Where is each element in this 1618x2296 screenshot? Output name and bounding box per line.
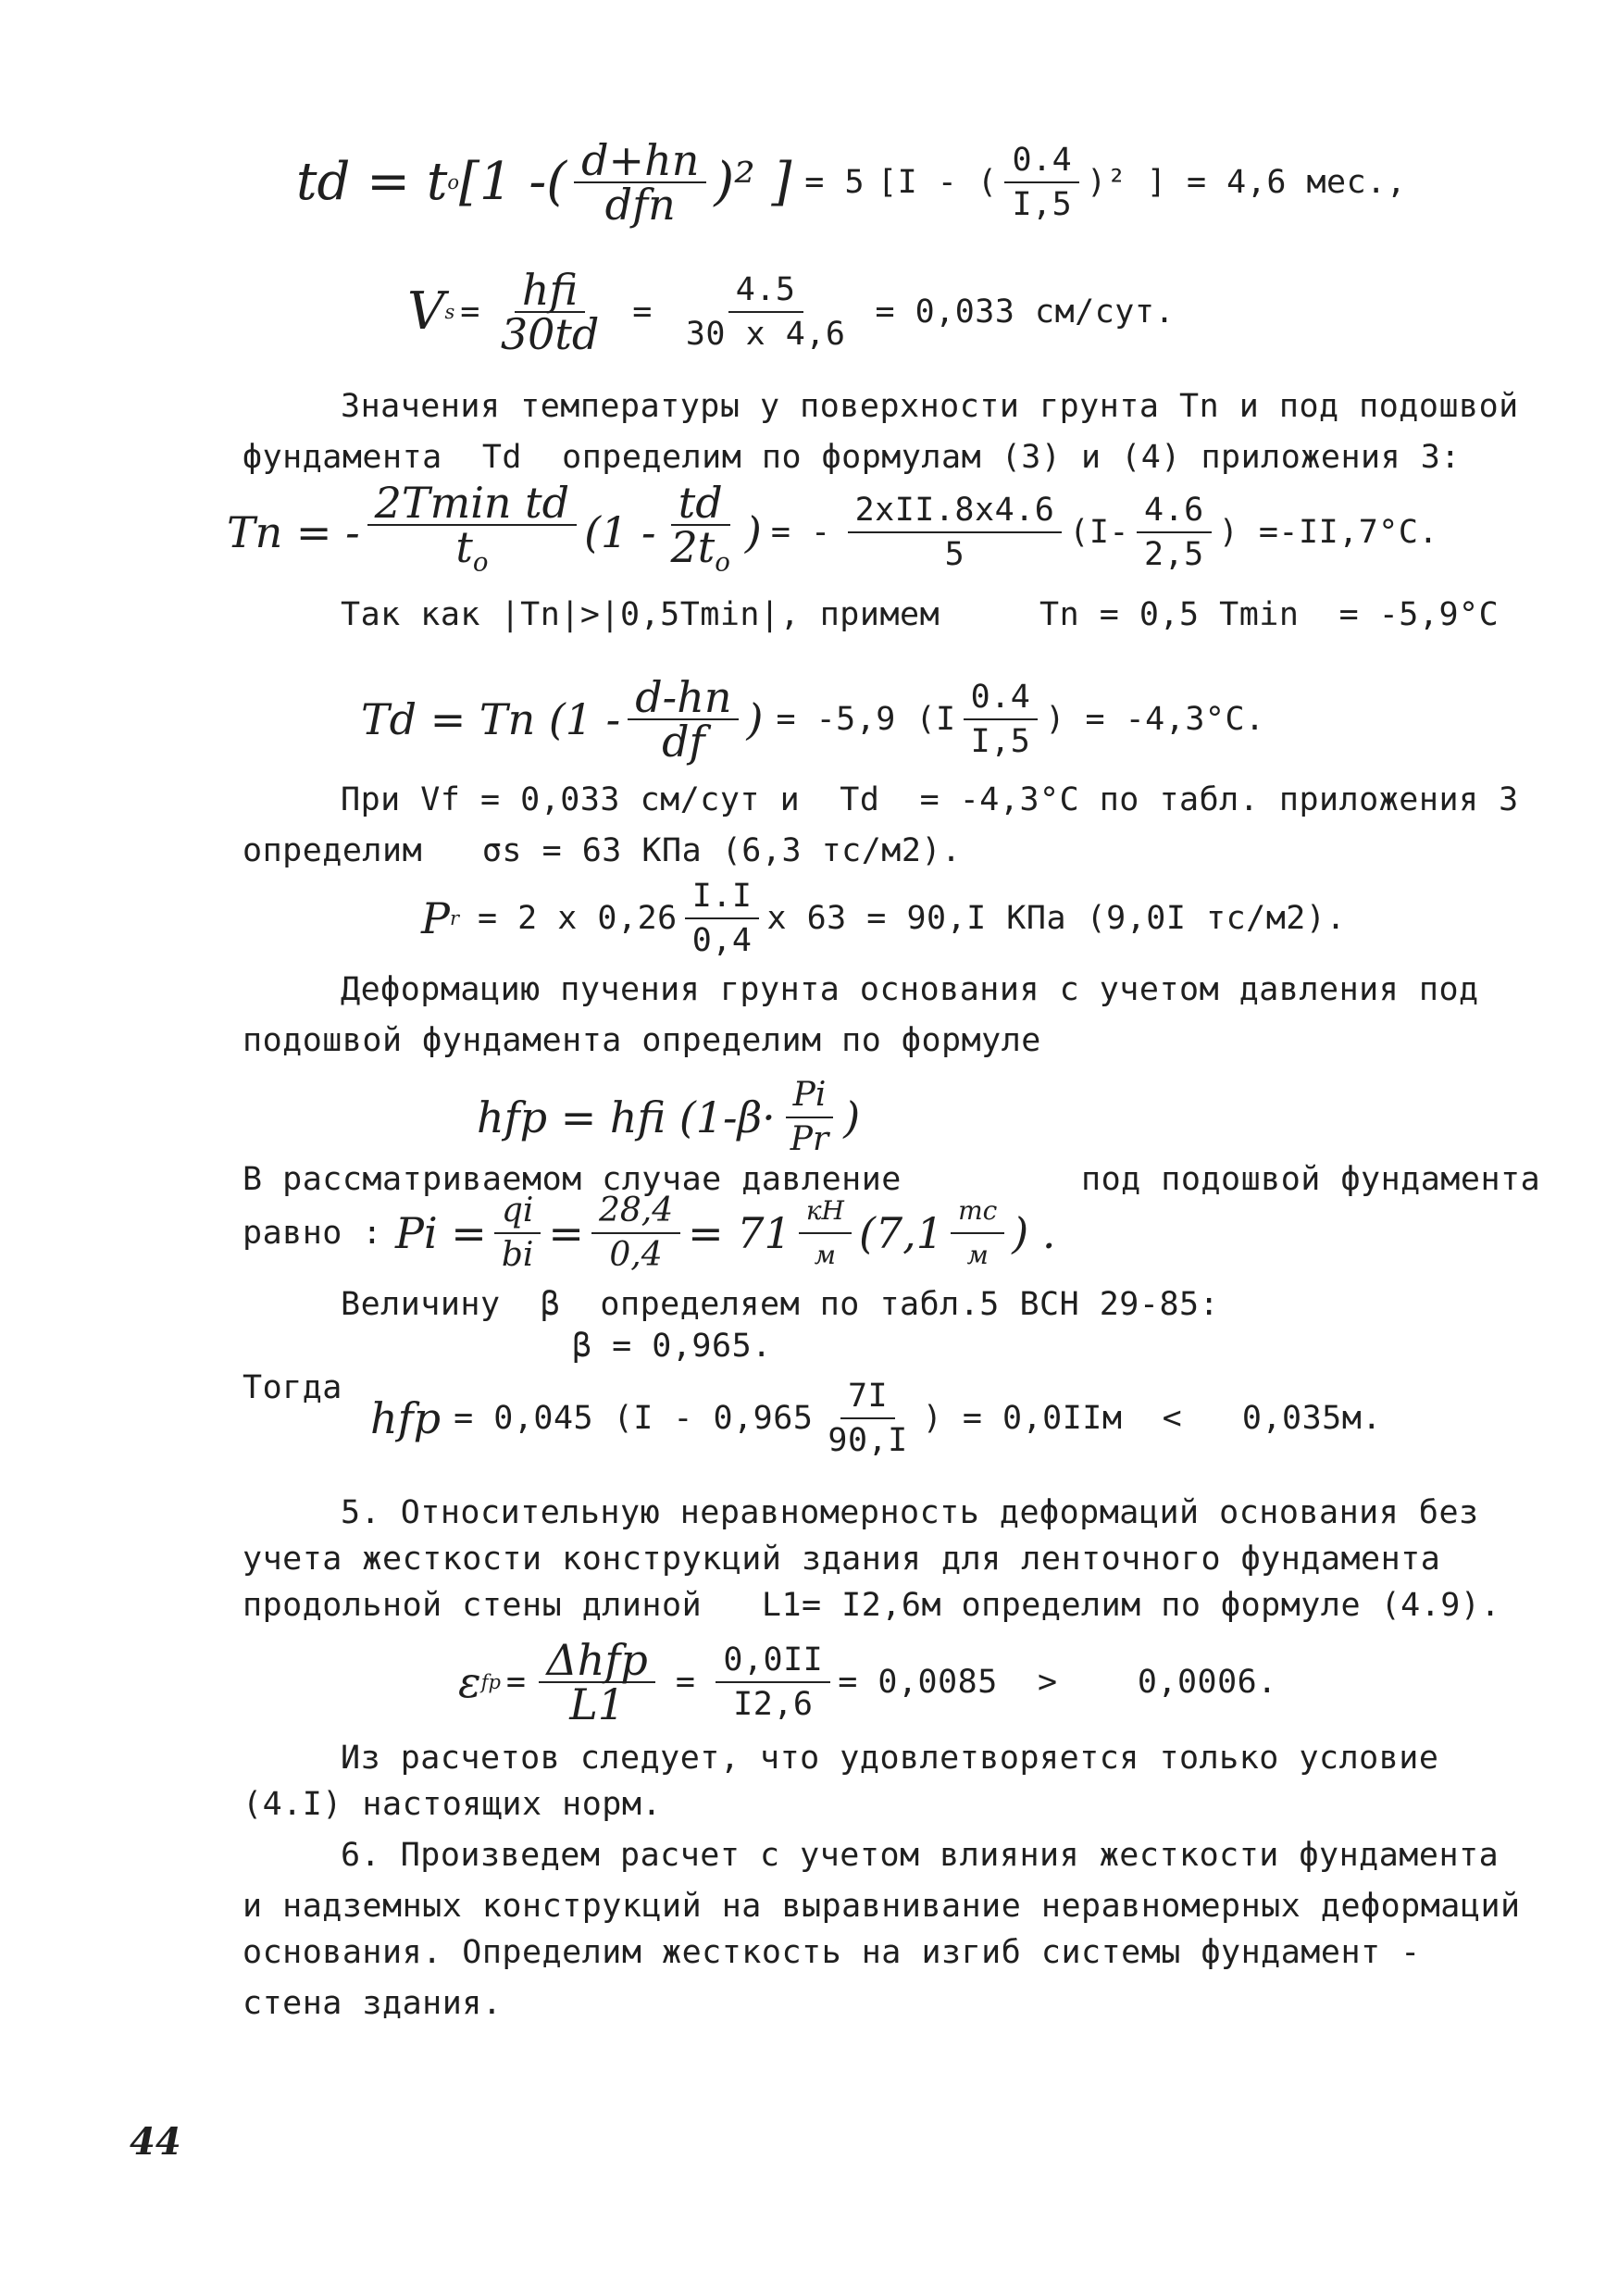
formula-pi-fraction2: $\frac{28,4}{0,4}$: [591, 1190, 680, 1277]
formula-efp-lhs-sub: fp: [480, 1671, 501, 1693]
formula-tn-inner-fraction: $\frac{td}{2t_o}$: [670, 478, 730, 578]
paragraph-stiffness-l3: основания. Определим жесткость на изгиб системы фундамент -: [243, 1934, 1421, 1971]
formula-pi-mid: = 71: [688, 1208, 791, 1258]
pressure-equals-label: равно :: [243, 1215, 383, 1252]
formula-vs-lhs: V: [407, 281, 445, 342]
formula-td2-typed-fraction: $\frac{0.4}{I,5}$: [964, 676, 1039, 763]
formula-pi-eq: =: [548, 1208, 584, 1258]
paragraph-stiffness-l2: и надземных конструкций на выравнивание неравномерных деформаций: [243, 1888, 1521, 1925]
formula-efp-lhs: ε: [458, 1657, 481, 1707]
formula-td-typed-fraction: $\frac{0.4}{I,5}$: [1004, 139, 1079, 226]
formula-efp-typed-fraction: $\frac{0,0II}{I2,6}$: [716, 1639, 830, 1726]
formula-pi-lhs: Pi =: [395, 1208, 487, 1258]
formula-hfp-result-fraction: $\frac{7I}{90,I}$: [820, 1375, 915, 1462]
formula-efp: [458, 1635, 1277, 1729]
formula-td-close: )² ]: [714, 152, 792, 212]
formula-td2: [361, 672, 1265, 767]
formula-td2-typed-open: = -5,9 (I: [776, 701, 956, 738]
formula-tn-close: ): [744, 507, 762, 558]
formula-pi-fraction3: $\frac{кН}{м}$: [799, 1190, 852, 1277]
paragraph-deformation-l2: подошвой фундамента определим по формуле: [243, 1022, 1041, 1059]
paragraph-pressure-l1: В рассматриваемом случае давление под подошвой фундамента: [243, 1161, 1541, 1198]
paragraph-then: Тогда: [243, 1369, 342, 1406]
formula-vs-eq2: =: [632, 293, 653, 331]
formula-tn-typed-fraction2: $\frac{4.6}{2,5}$: [1137, 489, 1212, 576]
paragraph-since: Так как |Tn|>|0,5Tmin|, примем Tn = 0,5 Tmin = -5,9°C: [341, 596, 1500, 633]
paragraph-at-vf-l2: определим σs = 63 КПа (6,3 тс/м2).: [243, 832, 962, 869]
formula-td-result: )² ] = 4,6 мес.,: [1087, 164, 1407, 201]
formula-tn-typed-open: (I-: [1069, 514, 1129, 552]
formula-td2-fraction: $\frac{d-hn}{df}$: [628, 676, 739, 763]
formula-efp-result: = 0,0085 > 0,0006.: [838, 1664, 1277, 1701]
paragraph-temperature-l1: Значения температуры у поверхности грунта Tn и под подошвой: [341, 388, 1519, 425]
formula-pi-close: ) .: [1012, 1208, 1056, 1258]
formula-hfp-result: [370, 1375, 1382, 1462]
formula-tn-open: (1 -: [584, 507, 656, 558]
formula-hfp-result-lhs: hfp: [370, 1393, 442, 1443]
formula-td: [296, 135, 1407, 230]
formula-td2-lhs: Td = Tn (1 -: [361, 694, 621, 744]
paragraph-deformation-l1: Деформацию пучения грунта основания с учетом давления под: [341, 971, 1479, 1008]
formula-pr-result: x 63 = 90,I КПа (9,0I тс/м2).: [766, 900, 1347, 937]
formula-td-eq: = 5: [804, 164, 865, 201]
formula-vs-fraction: $\frac{\text{hfi}}{30td}$: [500, 265, 600, 359]
formula-td2-result: ) = -4,3°C.: [1045, 701, 1265, 738]
formula-pi-open: (7,1: [858, 1208, 944, 1258]
formula-hfp: [477, 1074, 860, 1161]
formula-td-typed-open: [I - (: [877, 164, 998, 201]
formula-hfp-fraction: $\frac{Pi}{Pr}$: [783, 1074, 836, 1161]
formula-vs-lhs-sub: s: [444, 301, 455, 323]
formula-td-lhs-sub: o: [447, 171, 460, 193]
formula-td-lhs: td = t: [296, 152, 448, 212]
paragraph-relative-l1: 5. Относительную неравномерность деформаций основания без: [341, 1494, 1479, 1531]
formula-hfp-result-tail: ) = 0,0IIм < 0,035м.: [922, 1400, 1382, 1437]
formula-vs-eq1: =: [460, 293, 480, 331]
formula-hfp-result-mid: = 0,045 (I - 0,965: [454, 1400, 814, 1437]
paragraph-at-vf-l1: При Vf = 0,033 см/сут и Td = -4,3°C по табл. приложения 3: [341, 781, 1519, 818]
formula-efp-eq1: =: [505, 1664, 527, 1701]
formula-pr-mid: = 2 x 0,26: [478, 900, 678, 937]
formula-pr-fraction: $\frac{I.I}{0,4}$: [685, 875, 760, 962]
formula-vs-typed-fraction: $\frac{4.5}{30 x 4,6}$: [678, 268, 853, 356]
paragraph-pressure-l2: [243, 1190, 1056, 1277]
formula-pr: [421, 875, 1346, 962]
formula-pi-fraction1: $\frac{qi}{bi}$: [494, 1190, 541, 1277]
paragraph-relative-l2: учета жесткости конструкций здания для ленточного фундамента: [243, 1541, 1441, 1578]
paragraph-conclusion-l2: (4.I) настоящих норм.: [243, 1786, 663, 1823]
formula-tn: [227, 478, 1439, 584]
formula-pr-lhs-sub: r: [449, 907, 459, 930]
paragraph-temperature-l2: фундамента Td определим по формулам (3) и (4) приложения 3:: [243, 439, 1461, 476]
formula-tn-lhs: Tn = -: [227, 507, 360, 558]
formula-efp-eq2: =: [675, 1664, 696, 1701]
formula-tn-eq: = -: [770, 514, 831, 552]
formula-td-open: [1 -(: [459, 152, 567, 212]
paragraph-relative-l3: продольной стены длиной L1= I2,6м определим по формуле (4.9).: [243, 1587, 1501, 1624]
formula-tn-fraction: $\frac{\text{2Tmin td}}{t_o}$: [367, 481, 577, 584]
paragraph-stiffness-l1: 6. Произведем расчет с учетом влияния жесткости фундамента: [341, 1837, 1500, 1874]
paragraph-conclusion-l1: Из расчетов следует, что удовлетворяется только условие: [341, 1740, 1439, 1777]
paragraph-stiffness-l4: стена здания.: [243, 1985, 503, 2022]
formula-td-fraction: $\frac{d+hn}{\text{dfn}}$: [574, 139, 706, 226]
formula-tn-result: ) =-II,7°C.: [1218, 514, 1439, 552]
formula-vs-result: = 0,033 см/сут.: [875, 293, 1176, 331]
paragraph-beta: Величину β определяем по табл.5 ВСН 29-85:: [341, 1286, 1220, 1323]
formula-hfp-lhs: hfp = hfi (1-β·: [477, 1092, 776, 1142]
formula-td2-close: ): [746, 694, 764, 744]
formula-tn-typed-fraction: $\frac{\text{2хII.8х4.6}}{5}$: [848, 489, 1063, 576]
page-number: 44: [130, 2120, 181, 2164]
formula-pi-fraction4: $\frac{тс}{м}$: [951, 1190, 1004, 1277]
formula-beta-value: β = 0,965.: [572, 1328, 772, 1365]
formula-vs: [407, 265, 1176, 359]
formula-efp-fraction: $\frac{\text{Δhfp}}{L1}$: [539, 1639, 654, 1726]
formula-pr-lhs: P: [421, 893, 450, 943]
formula-hfp-close: ): [843, 1092, 861, 1142]
